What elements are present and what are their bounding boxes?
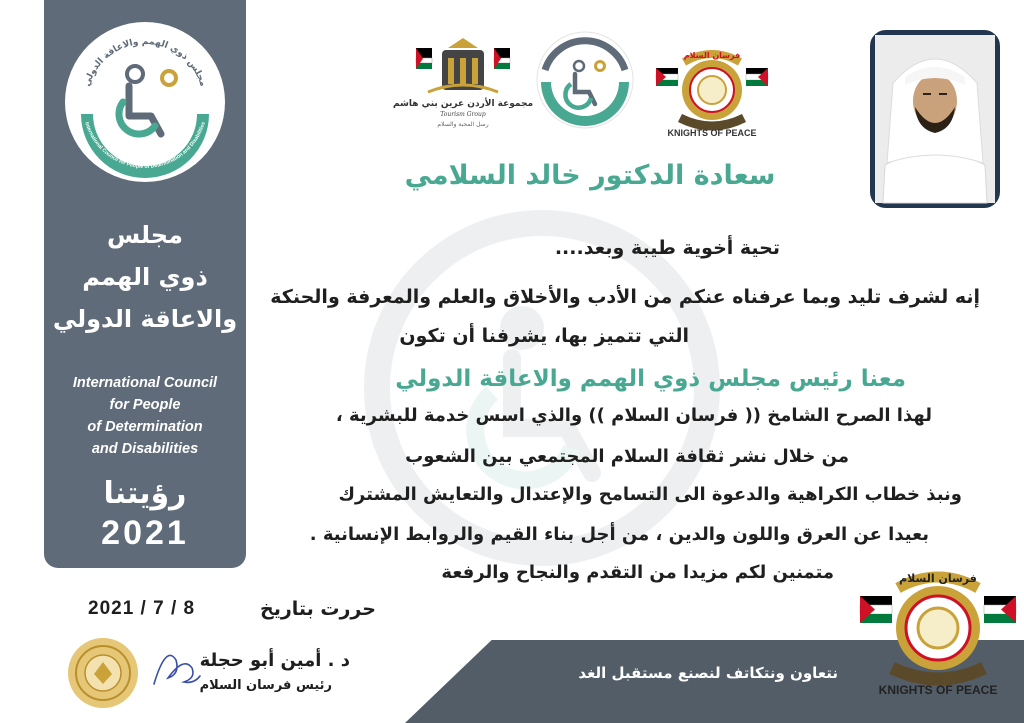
- council-wheelchair-logo-icon: [65, 22, 225, 182]
- council-logo-icon: [535, 30, 635, 130]
- title-en-line: and Disabilities: [91, 441, 199, 457]
- letter-line: ونبذ خطاب الكراهية والدعوة الى التسامح والإعتدال والتعايش المشترك: [338, 484, 962, 505]
- letter-line: إنه لشرف تليد وبما عرفناه عنكم من الأدب والأخلاق والعلم والمعرفة والحنكة: [270, 286, 980, 308]
- letter-greeting: تحية أخوية طيبة وبعد....: [554, 237, 780, 259]
- royal-logo-tagline: رسل المحبة والسلام: [437, 121, 489, 128]
- title-en-line: International Council: [72, 375, 218, 391]
- banner-slogan: نتعاون ونتكاتف لنصنع مستقبل الغد: [578, 664, 838, 682]
- letter-line: التي تتميز بها، يشرفنا أن تكون: [399, 325, 689, 347]
- letter-line: متمنين لكم مزيدا من التقدم والنجاح والرفعة: [441, 562, 834, 583]
- date-label: حررت بتاريخ: [260, 598, 376, 620]
- council-title-en: [44, 372, 246, 460]
- letter-line: لهذا الصرح الشامخ (( فرسان السلام )) والذي اسس خدمة للبشرية ،: [335, 405, 932, 426]
- royal-logo-text-en: Tourism Group: [440, 111, 486, 118]
- ring-text-en: International Council for People of Determination and Disabilities: [83, 121, 207, 171]
- royal-group-logo-icon: [392, 34, 534, 130]
- handwritten-signature-icon: [148, 638, 204, 694]
- royal-logo-text-ar: مجموعة الأردن عرين بني هاشم: [392, 99, 534, 109]
- title-en-line: for People: [109, 397, 181, 413]
- title-en-line: of Determination: [87, 419, 203, 435]
- knights-big-text-ar: فرسان السلام: [899, 572, 977, 585]
- title-ar-line: مجلس: [107, 221, 183, 249]
- title-ar-line: والاعاقة الدولي: [52, 305, 238, 333]
- ring-text-ar: مجلس ذوي الهمم والاعاقة الدولي: [82, 36, 208, 88]
- council-title-ar: [44, 214, 246, 340]
- vision-label: رؤيتنا: [103, 476, 187, 511]
- letter-line: بعيدا عن العرق واللون والدين ، من أجل بناء القيم والروابط الإنسانية .: [309, 524, 929, 545]
- knights-of-peace-large-logo-icon: [858, 560, 1018, 700]
- addressee-name: سعادة الدكتور خالد السلامي: [404, 160, 776, 191]
- date-value: 2021 / 7 / 8: [88, 598, 196, 619]
- knights-big-text-en: KNIGHTS OF PEACE: [878, 683, 998, 697]
- portrait-photo-icon: [870, 30, 1000, 208]
- letter-highlight: معنا رئيس مجلس ذوي الهمم والاعاقة الدولي: [395, 366, 906, 392]
- vision-year: 2021: [101, 514, 189, 552]
- title-ar-line: ذوي الهمم: [82, 263, 208, 291]
- knights-logo-text-en: KNIGHTS OF PEACE: [667, 128, 757, 138]
- signer-title: رئيس فرسان السلام: [199, 678, 332, 693]
- signer-name: د . أمين أبو حجلة: [199, 650, 350, 671]
- knights-seal-icon: [66, 636, 140, 710]
- letter-line: من خلال نشر ثقافة السلام المجتمعي بين الشعوب: [405, 446, 849, 467]
- sidebar-panel: [44, 0, 246, 568]
- knights-of-peace-logo-icon: [654, 40, 770, 140]
- knights-logo-text-ar: فرسان السلام: [683, 51, 741, 60]
